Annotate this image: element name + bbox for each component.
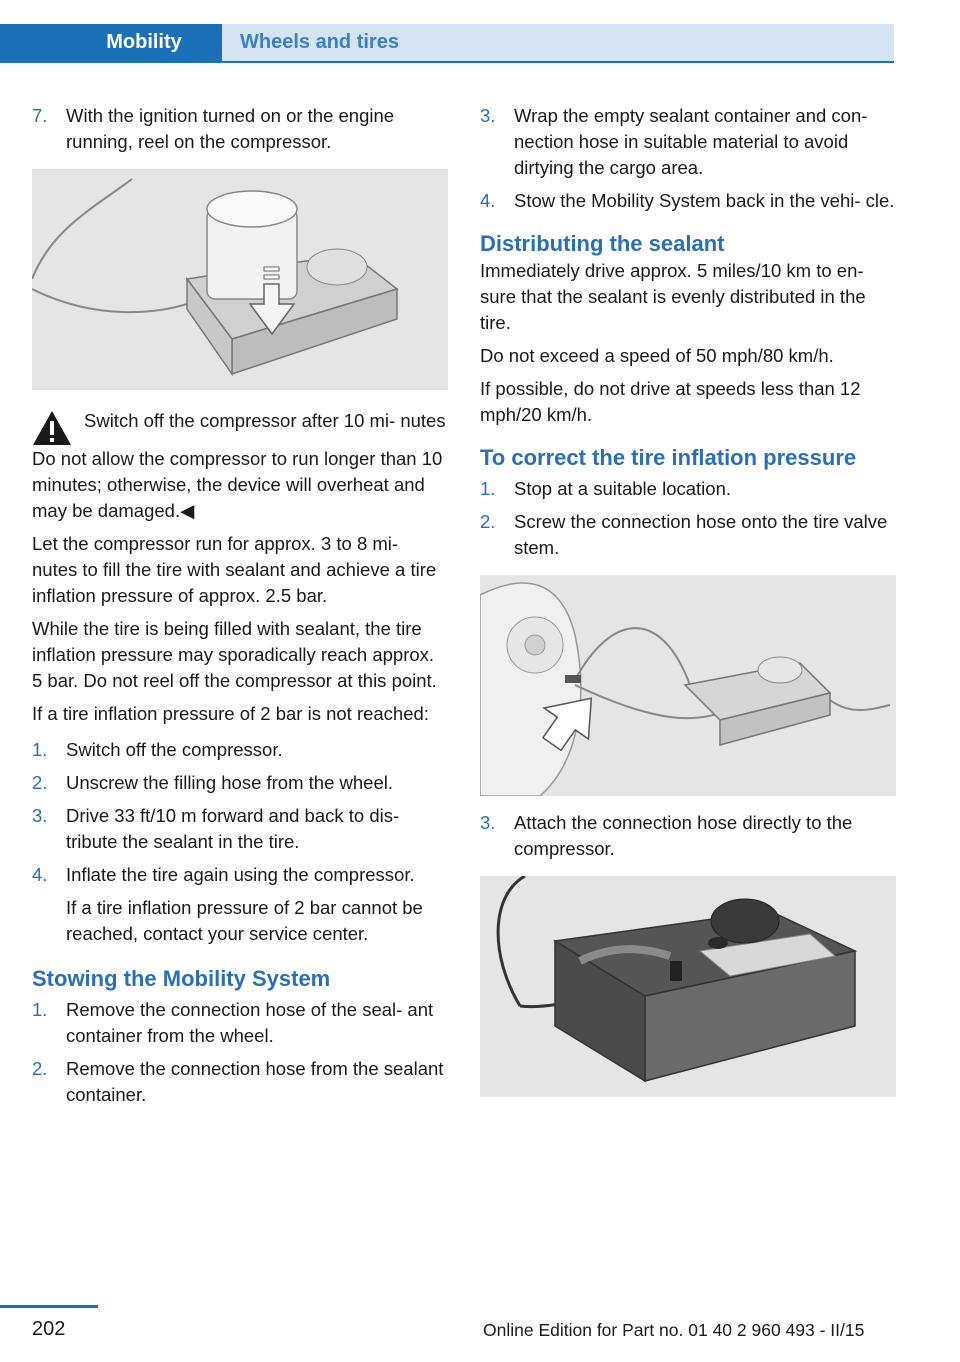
section-heading: To correct the tire inflation pressure	[480, 445, 857, 470]
list-item	[32, 803, 448, 855]
compressor-hose-illustration	[480, 876, 896, 1097]
list-item	[32, 862, 448, 888]
section-heading: Distributing the sealant	[480, 231, 725, 256]
warning-title: Switch off the compressor after 10 mi‐ nutes	[84, 410, 446, 431]
section-tab	[0, 24, 222, 61]
list-number: 1.	[480, 478, 496, 499]
list-number: 2.	[480, 511, 496, 532]
list-text: With the ignition turned on or the engine running, reel on the compressor.	[66, 105, 395, 152]
warning-triangle-icon	[32, 410, 72, 446]
list-text: Attach the connection hose directly to the compressor.	[514, 812, 853, 859]
list-text: Inflate the tire again using the compressor.	[66, 864, 415, 885]
paragraph: Do not exceed a speed of 50 mph/80 km/h.	[480, 345, 834, 366]
list-text: Wrap the empty sealant container and con‐ nection hose in suitable material to avoid dirtying the cargo area.	[514, 105, 868, 178]
list-item	[32, 770, 448, 796]
list-number: 4.	[480, 190, 496, 211]
list-item	[32, 103, 448, 155]
list-item	[32, 1056, 448, 1108]
list-text: Drive 33 ft/10 m forward and back to dis‐ tribute the sealant in the tire.	[66, 805, 400, 852]
paragraph: Immediately drive approx. 5 miles/10 km to en‐ sure that the sealant is evenly distributed in the tire.	[480, 260, 866, 333]
list-text: Stop at a suitable location.	[514, 478, 732, 499]
warning-block	[32, 408, 448, 446]
list-text: Switch off the compressor.	[66, 739, 283, 760]
list-item	[480, 188, 896, 214]
list-number: 3.	[32, 805, 48, 826]
list-number: 1.	[32, 739, 48, 760]
list-number: 3.	[480, 105, 496, 126]
list-number: 4.	[32, 864, 48, 885]
header-rule	[0, 61, 894, 63]
paragraph: While the tire is being filled with sealant, the tire inflation pressure may sporadically reach approx. 5 bar. Do not reel off the compressor at this point.	[32, 618, 437, 691]
list-number: 2.	[32, 1058, 48, 1079]
list-subnote: If a tire inflation pressure of 2 bar cannot be reached, contact your service center.	[66, 897, 423, 944]
list-item	[32, 997, 448, 1049]
footer-rule	[0, 1305, 98, 1308]
compressor-reel-illustration	[32, 169, 448, 390]
list-text: Unscrew the filling hose from the wheel.	[66, 772, 393, 793]
list-number: 2.	[32, 772, 48, 793]
left-column	[32, 103, 448, 1108]
subsection-label: Wheels and tires	[240, 31, 399, 53]
paragraph: Let the compressor run for approx. 3 to 8 mi‐ nutes to fill the tire with sealant and achieve a tire inflation pressure of approx. 2.5 bar.	[32, 533, 437, 606]
page-number: 202	[32, 1318, 66, 1340]
list-item	[480, 476, 896, 502]
section-heading: Stowing the Mobility System	[32, 966, 331, 991]
section-label: Mobility	[106, 31, 182, 53]
list-item	[480, 509, 896, 561]
edition-note: Online Edition for Part no. 01 40 2 960 493 - II/15	[483, 1320, 865, 1340]
list-number: 3.	[480, 812, 496, 833]
paragraph: If a tire inflation pressure of 2 bar is not reached:	[32, 703, 429, 724]
list-text: Remove the connection hose from the sealant container.	[66, 1058, 444, 1105]
warning-body: Do not allow the compressor to run longer than 10 minutes; otherwise, the device will overheat and may be damaged.◀	[32, 448, 443, 521]
subsection-tab	[222, 24, 894, 61]
paragraph: If possible, do not drive at speeds less than 12 mph/20 km/h.	[480, 378, 861, 425]
list-text: Screw the connection hose onto the tire valve stem.	[514, 511, 888, 558]
list-number: 1.	[32, 999, 48, 1020]
list-number: 7.	[32, 105, 48, 126]
page-header	[0, 0, 960, 62]
list-text: Remove the connection hose of the seal‐ ant container from the wheel.	[66, 999, 434, 1046]
list-item	[480, 103, 896, 181]
right-column	[480, 103, 896, 1097]
tire-valve-illustration	[480, 575, 896, 796]
list-item	[32, 737, 448, 763]
list-item	[480, 810, 896, 862]
list-text: Stow the Mobility System back in the vehi‐ cle.	[514, 190, 895, 211]
